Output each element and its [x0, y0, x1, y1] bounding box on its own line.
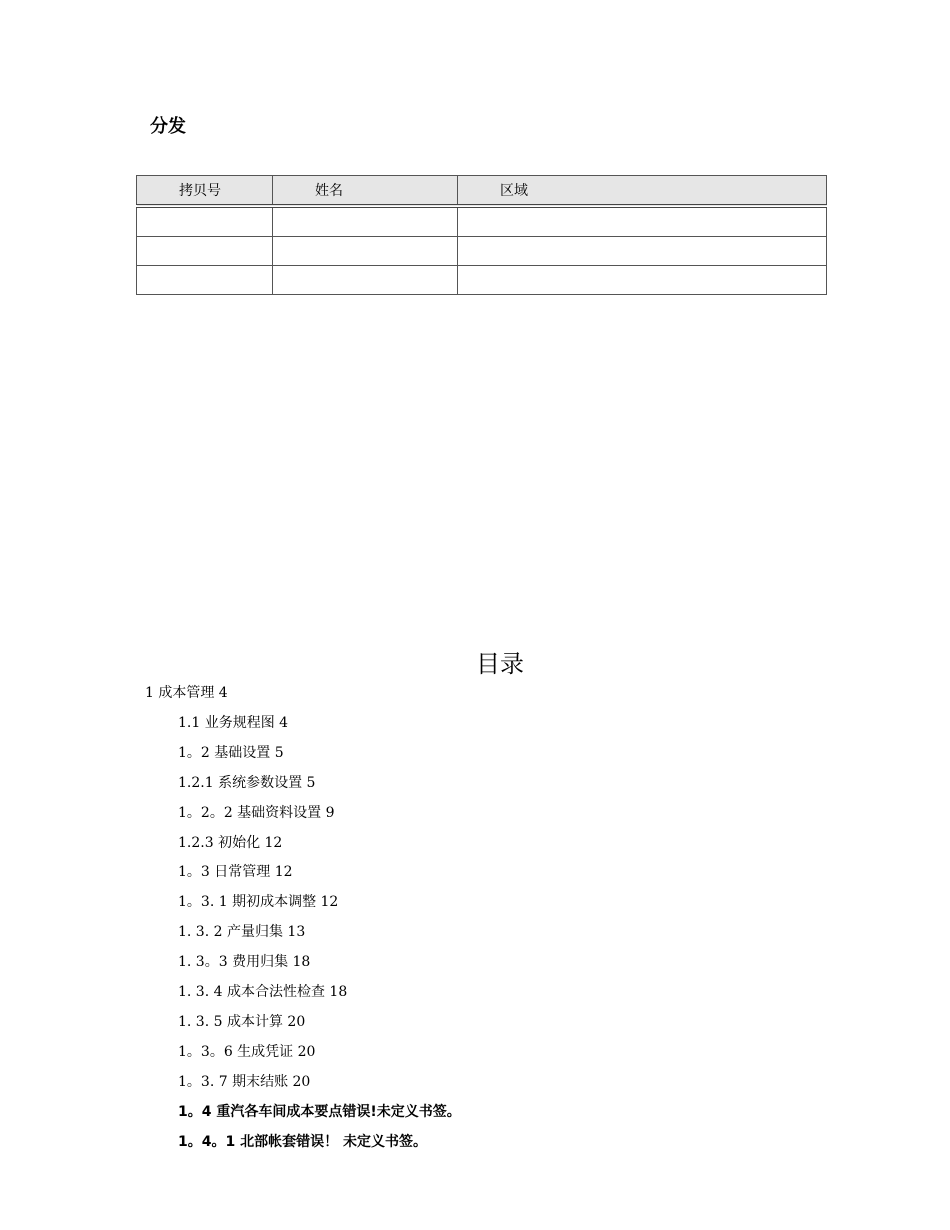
table-cell [458, 237, 827, 266]
header-copy-number: 拷贝号 [137, 176, 273, 207]
table-cell [273, 206, 458, 237]
toc-entry[interactable]: 1.2.3 初始化 12 [178, 834, 283, 851]
header-area: 区域 [458, 176, 827, 207]
table-header-row [137, 176, 827, 207]
toc-title: 目录 [476, 650, 524, 678]
toc-entry[interactable]: 1。2。2 基础资料设置 9 [178, 804, 335, 821]
distribution-heading: 分发 [150, 116, 186, 137]
table-row [137, 237, 827, 266]
toc-entry[interactable]: 1。4 重汽各车间成本要点错误!未定义书签。 [178, 1103, 461, 1120]
toc-entry[interactable]: 1.1 业务规程图 4 [178, 714, 289, 731]
toc-entry[interactable]: 1。4。1 北部帐套错误！ 未定义书签。 [178, 1133, 427, 1150]
toc-entry[interactable]: 1. 3。3 费用归集 18 [178, 954, 311, 971]
toc-entry[interactable]: 1。3. 7 期末结账 20 [178, 1073, 311, 1090]
table-row [137, 206, 827, 237]
toc-entry[interactable]: 1. 3. 4 成本合法性检查 18 [178, 984, 348, 1000]
table-cell [458, 266, 827, 295]
table-cell [273, 266, 458, 295]
table-row [137, 266, 827, 295]
table-cell [273, 237, 458, 266]
header-name: 姓名 [273, 176, 458, 207]
toc-entry[interactable]: 1. 3. 5 成本计算 20 [178, 1013, 306, 1030]
table-cell [137, 206, 273, 237]
table-cell [137, 266, 273, 295]
toc-entry[interactable]: 1。2 基础设置 5 [178, 744, 284, 761]
toc-entry[interactable]: 1。3。6 生成凭证 20 [178, 1043, 316, 1060]
toc-entry[interactable]: 1.2.1 系统参数设置 5 [178, 774, 316, 791]
toc-entry[interactable]: 1. 3. 2 产量归集 13 [178, 924, 306, 941]
table-cell [458, 206, 827, 237]
distribution-table [136, 175, 827, 295]
toc-entry[interactable]: 1 成本管理 4 [145, 685, 228, 701]
toc-entry[interactable]: 1。3 日常管理 12 [178, 864, 293, 881]
toc-entry[interactable]: 1。3. 1 期初成本调整 12 [178, 894, 339, 911]
table-cell [137, 237, 273, 266]
